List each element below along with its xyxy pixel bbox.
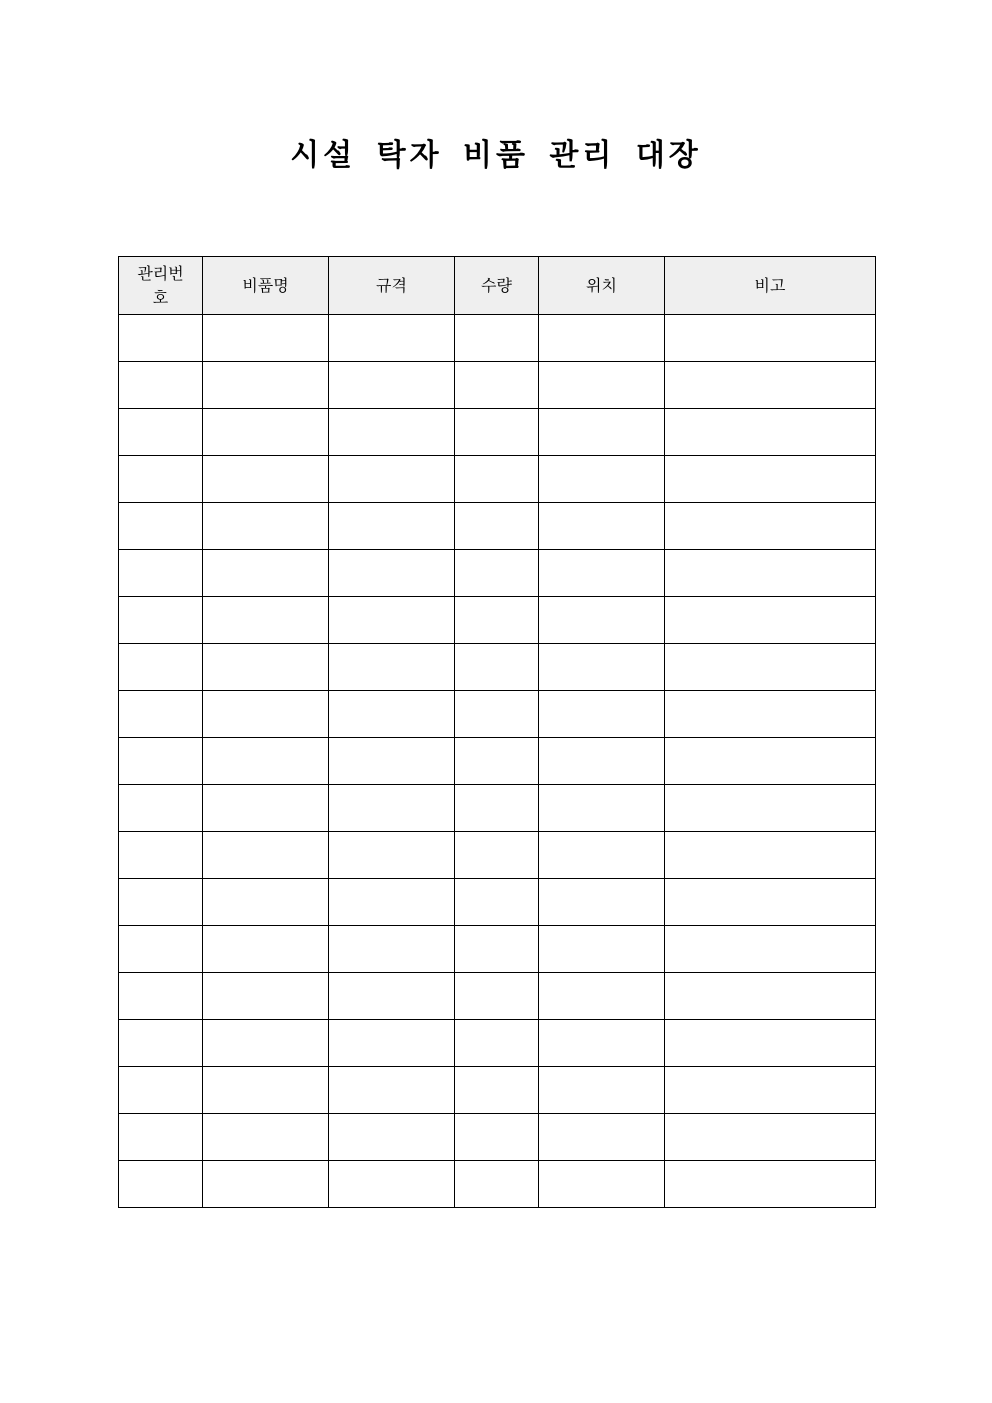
remarks-cell[interactable] (665, 456, 876, 503)
remarks-cell[interactable] (665, 597, 876, 644)
location-cell[interactable] (539, 738, 665, 785)
header-specification: 규격 (329, 257, 455, 315)
quantity-cell[interactable] (455, 362, 539, 409)
item-name-cell[interactable] (203, 738, 329, 785)
remarks-cell[interactable] (665, 926, 876, 973)
management-number-cell[interactable] (119, 503, 203, 550)
specification-cell[interactable] (329, 597, 455, 644)
remarks-cell[interactable] (665, 1020, 876, 1067)
table-row (119, 1067, 876, 1114)
remarks-cell[interactable] (665, 879, 876, 926)
item-name-cell[interactable] (203, 503, 329, 550)
table-row (119, 1161, 876, 1208)
item-name-cell[interactable] (203, 550, 329, 597)
item-name-cell[interactable] (203, 973, 329, 1020)
specification-cell[interactable] (329, 315, 455, 362)
management-number-cell[interactable] (119, 691, 203, 738)
table-row (119, 738, 876, 785)
remarks-cell[interactable] (665, 1114, 876, 1161)
specification-cell[interactable] (329, 691, 455, 738)
remarks-cell[interactable] (665, 503, 876, 550)
specification-cell[interactable] (329, 550, 455, 597)
item-name-cell[interactable] (203, 691, 329, 738)
quantity-cell[interactable] (455, 738, 539, 785)
item-name-cell[interactable] (203, 362, 329, 409)
location-cell[interactable] (539, 879, 665, 926)
quantity-cell[interactable] (455, 503, 539, 550)
remarks-cell[interactable] (665, 315, 876, 362)
header-management-number: 관리번호 (119, 257, 203, 315)
location-cell[interactable] (539, 973, 665, 1020)
specification-cell[interactable] (329, 362, 455, 409)
management-number-cell[interactable] (119, 1067, 203, 1114)
quantity-cell[interactable] (455, 315, 539, 362)
item-name-cell[interactable] (203, 315, 329, 362)
management-number-cell[interactable] (119, 1020, 203, 1067)
item-name-cell[interactable] (203, 785, 329, 832)
table-row (119, 879, 876, 926)
location-cell[interactable] (539, 832, 665, 879)
specification-cell[interactable] (329, 973, 455, 1020)
document-title: 시설 탁자 비품 관리 대장 (290, 138, 702, 173)
specification-cell[interactable] (329, 1161, 455, 1208)
specification-cell[interactable] (329, 409, 455, 456)
location-cell[interactable] (539, 644, 665, 691)
location-cell[interactable] (539, 503, 665, 550)
table-row (119, 597, 876, 644)
remarks-cell[interactable] (665, 644, 876, 691)
specification-cell[interactable] (329, 503, 455, 550)
location-cell[interactable] (539, 785, 665, 832)
item-name-cell[interactable] (203, 1020, 329, 1067)
remarks-cell[interactable] (665, 1067, 876, 1114)
quantity-cell[interactable] (455, 785, 539, 832)
table-row (119, 503, 876, 550)
remarks-cell[interactable] (665, 785, 876, 832)
item-name-cell[interactable] (203, 597, 329, 644)
management-number-cell[interactable] (119, 597, 203, 644)
table-row (119, 550, 876, 597)
quantity-cell[interactable] (455, 409, 539, 456)
location-cell[interactable] (539, 926, 665, 973)
table-body (119, 315, 876, 1208)
table-row (119, 644, 876, 691)
item-name-cell[interactable] (203, 456, 329, 503)
location-cell[interactable] (539, 1161, 665, 1208)
management-number-cell[interactable] (119, 644, 203, 691)
specification-cell[interactable] (329, 738, 455, 785)
equipment-ledger-table (118, 256, 876, 1208)
table-row (119, 785, 876, 832)
item-name-cell[interactable] (203, 1161, 329, 1208)
item-name-cell[interactable] (203, 1067, 329, 1114)
remarks-cell[interactable] (665, 738, 876, 785)
management-number-cell[interactable] (119, 550, 203, 597)
quantity-cell[interactable] (455, 926, 539, 973)
remarks-cell[interactable] (665, 973, 876, 1020)
location-cell[interactable] (539, 597, 665, 644)
item-name-cell[interactable] (203, 409, 329, 456)
location-cell[interactable] (539, 315, 665, 362)
management-number-cell[interactable] (119, 832, 203, 879)
table-row (119, 691, 876, 738)
item-name-cell[interactable] (203, 926, 329, 973)
table-row (119, 926, 876, 973)
quantity-cell[interactable] (455, 644, 539, 691)
management-number-cell[interactable] (119, 926, 203, 973)
quantity-cell[interactable] (455, 832, 539, 879)
quantity-cell[interactable] (455, 1067, 539, 1114)
table-row (119, 315, 876, 362)
specification-cell[interactable] (329, 926, 455, 973)
table-row (119, 409, 876, 456)
specification-cell[interactable] (329, 456, 455, 503)
location-cell[interactable] (539, 362, 665, 409)
management-number-cell[interactable] (119, 409, 203, 456)
management-number-cell[interactable] (119, 879, 203, 926)
quantity-cell[interactable] (455, 691, 539, 738)
header-item-name: 비품명 (203, 257, 329, 315)
quantity-cell[interactable] (455, 1114, 539, 1161)
item-name-cell[interactable] (203, 879, 329, 926)
management-number-cell[interactable] (119, 1114, 203, 1161)
table-header-row (119, 257, 876, 315)
remarks-cell[interactable] (665, 550, 876, 597)
specification-cell[interactable] (329, 644, 455, 691)
table-row (119, 1114, 876, 1161)
management-number-cell[interactable] (119, 785, 203, 832)
item-name-cell[interactable] (203, 832, 329, 879)
management-number-cell[interactable] (119, 315, 203, 362)
remarks-cell[interactable] (665, 691, 876, 738)
table-row (119, 362, 876, 409)
item-name-cell[interactable] (203, 644, 329, 691)
quantity-cell[interactable] (455, 550, 539, 597)
location-cell[interactable] (539, 1020, 665, 1067)
remarks-cell[interactable] (665, 362, 876, 409)
quantity-cell[interactable] (455, 597, 539, 644)
location-cell[interactable] (539, 1067, 665, 1114)
header-quantity: 수량 (455, 257, 539, 315)
location-cell[interactable] (539, 456, 665, 503)
table-row (119, 456, 876, 503)
quantity-cell[interactable] (455, 456, 539, 503)
management-number-cell[interactable] (119, 362, 203, 409)
table-row (119, 1020, 876, 1067)
management-number-cell[interactable] (119, 738, 203, 785)
header-remarks: 비고 (665, 257, 876, 315)
specification-cell[interactable] (329, 879, 455, 926)
remarks-cell[interactable] (665, 409, 876, 456)
location-cell[interactable] (539, 1114, 665, 1161)
specification-cell[interactable] (329, 1114, 455, 1161)
management-number-cell[interactable] (119, 1161, 203, 1208)
location-cell[interactable] (539, 409, 665, 456)
quantity-cell[interactable] (455, 1020, 539, 1067)
location-cell[interactable] (539, 691, 665, 738)
location-cell[interactable] (539, 550, 665, 597)
table-row (119, 973, 876, 1020)
remarks-cell[interactable] (665, 1161, 876, 1208)
table-row (119, 832, 876, 879)
specification-cell[interactable] (329, 1020, 455, 1067)
quantity-cell[interactable] (455, 1161, 539, 1208)
remarks-cell[interactable] (665, 832, 876, 879)
header-location: 위치 (539, 257, 665, 315)
management-number-cell[interactable] (119, 973, 203, 1020)
specification-cell[interactable] (329, 832, 455, 879)
quantity-cell[interactable] (455, 879, 539, 926)
specification-cell[interactable] (329, 1067, 455, 1114)
item-name-cell[interactable] (203, 1114, 329, 1161)
quantity-cell[interactable] (455, 973, 539, 1020)
specification-cell[interactable] (329, 785, 455, 832)
management-number-cell[interactable] (119, 456, 203, 503)
